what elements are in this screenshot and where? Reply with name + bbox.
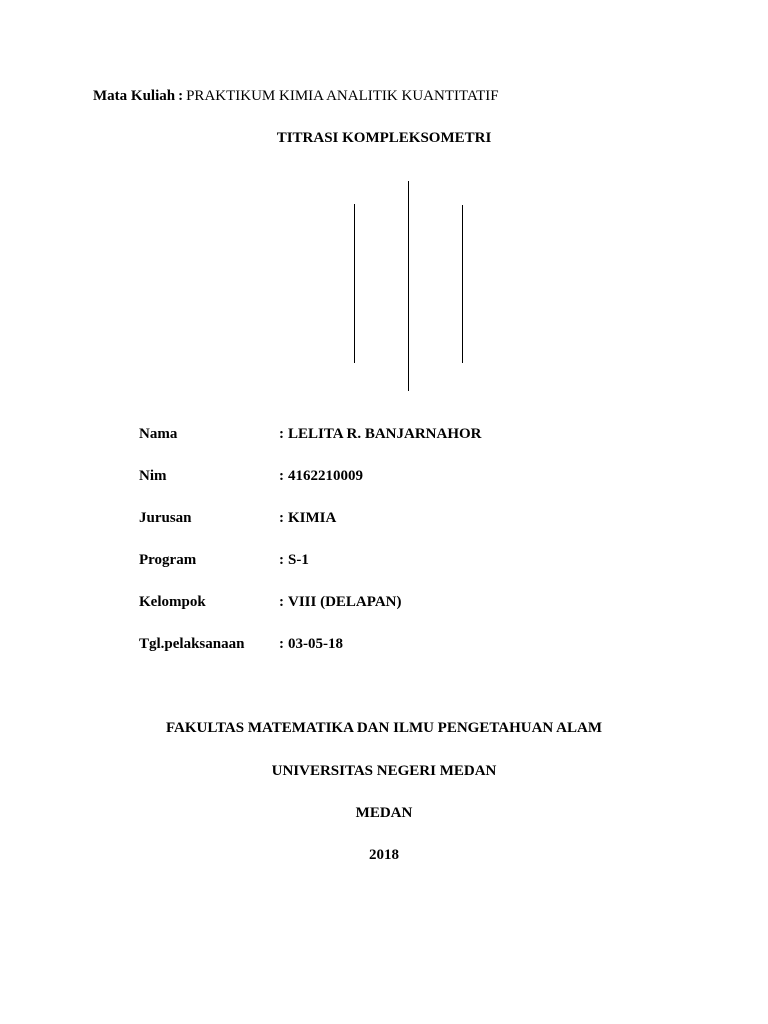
footer-year: 2018: [369, 847, 399, 863]
info-separator: :: [279, 552, 284, 568]
info-separator: :: [279, 426, 284, 442]
course-separator: :: [178, 88, 184, 104]
info-value-text: 4162210009: [288, 468, 363, 484]
footer-city: MEDAN: [355, 805, 413, 821]
info-value-text: VIII (DELAPAN): [288, 594, 402, 610]
info-separator: :: [279, 594, 284, 610]
info-label: Jurusan: [139, 510, 192, 526]
course-line: [93, 88, 499, 105]
info-label: Tgl.pelaksanaan: [139, 636, 245, 652]
info-value-text: KIMIA: [288, 510, 337, 526]
document-title: TITRASI KOMPLEKSOMETRI: [276, 130, 492, 146]
logo-line-center: [408, 181, 409, 391]
info-value-text: LELITA R. BANJARNAHOR: [288, 426, 482, 442]
info-label: Program: [139, 552, 197, 568]
info-separator: :: [279, 468, 284, 484]
info-label: Kelompok: [139, 594, 206, 610]
info-value: [279, 510, 336, 527]
info-separator: :: [279, 510, 284, 526]
course-value: PRAKTIKUM KIMIA ANALITIK KUANTITATIF: [186, 88, 499, 104]
info-value: [279, 468, 363, 485]
info-value-text: S-1: [288, 552, 309, 568]
logo-line-left: [354, 204, 355, 363]
info-label: Nama: [139, 426, 178, 442]
info-label: Nim: [139, 468, 167, 484]
info-value: [279, 636, 343, 653]
logo-line-right: [462, 205, 463, 363]
info-value-text: 03-05-18: [288, 636, 343, 652]
course-label: Mata Kuliah: [93, 88, 176, 104]
info-separator: :: [279, 636, 284, 652]
info-value: [279, 594, 401, 611]
info-value: [279, 426, 482, 443]
footer-faculty: FAKULTAS MATEMATIKA DAN ILMU PENGETAHUAN ALAM: [166, 720, 602, 736]
footer-university: UNIVERSITAS NEGERI MEDAN: [271, 763, 497, 779]
info-value: [279, 552, 309, 569]
